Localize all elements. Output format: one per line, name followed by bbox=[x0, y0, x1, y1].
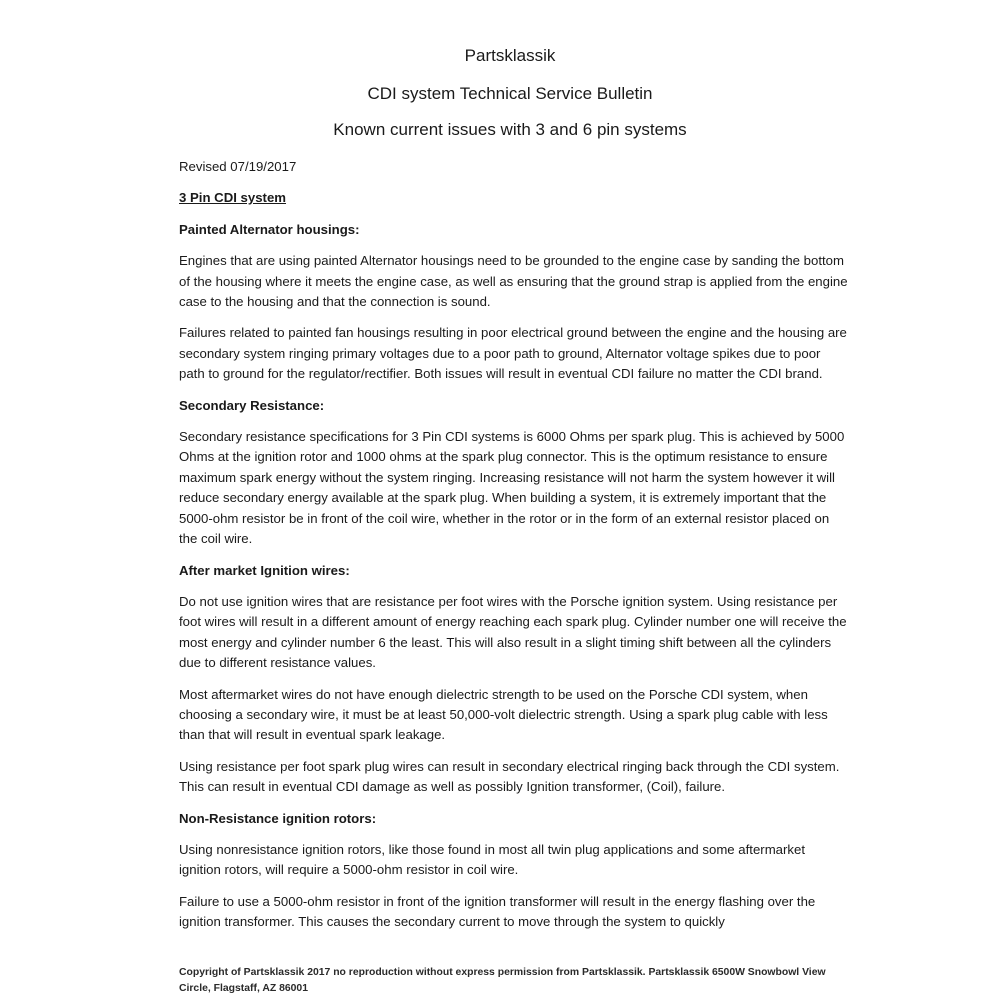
paragraph: Most aftermarket wires do not have enough dielectric strength to be used on the Porsche CDI system, when choosing a secondary wire, it must be at least 50,000-volt dielectric strength. Using a spark plug cable with less than that will result in eventual spark leakage. bbox=[179, 686, 828, 743]
company-name: Partsklassik bbox=[464, 46, 556, 65]
paragraph: Secondary resistance specifications for 3 Pin CDI systems is 6000 Ohms per spark plug. This is achieved by 5000 Ohms at the ignition rotor and 1000 ohms at the spark plug connector. This is the optimum resistance to ensure maximum spark energy without the system ringing. Increasing resistance will not harm the system however it will reduce secondary energy available at the spark plug. When building a system, it is extremely important that the 5000-ohm resistor be in front of the coil wire, whether in the rotor or in the form of an external resistor placed on the coil wire. bbox=[179, 429, 845, 547]
revised-date: Revised 07/19/2017 bbox=[179, 159, 297, 174]
heading-painted-alternator-housings: Painted Alternator housings: bbox=[179, 221, 360, 237]
section-title: 3 Pin CDI system bbox=[179, 190, 287, 206]
heading-secondary-resistance: Secondary Resistance: bbox=[179, 397, 325, 413]
heading-non-resistance-ignition-rotors: Non-Resistance ignition rotors: bbox=[179, 810, 377, 826]
paragraph: Using nonresistance ignition rotors, like those found in most all twin plug applications and some aftermarket ignition rotors, will require a 5000-ohm resistor in coil wire. bbox=[179, 841, 806, 878]
document-body bbox=[179, 157, 849, 944]
copyright-footer: Copyright of Partsklassik 2017 no reproduction without express permission from Partsklassik. Partsklassik 6500W Snowbowl View Circle, Flagstaff, AZ 86001 bbox=[179, 967, 826, 994]
heading-after-market-ignition-wires: After market Ignition wires: bbox=[179, 562, 350, 578]
paragraph: Failures related to painted fan housings resulting in poor electrical ground between the engine and the housing are secondary system ringing primary voltages due to a poor path to ground, Alternator voltage spikes due to poor path to ground for the regulator/rectifier. Both issues will result in eventual CDI failure no matter the CDI brand. bbox=[179, 325, 847, 382]
bulletin-title: CDI system Technical Service Bulletin bbox=[367, 84, 653, 103]
paragraph: Using resistance per foot spark plug wires can result in secondary electrical ringing back through the CDI system. This can result in eventual CDI damage as well as possibly Ignition transformer, (Coil), failure. bbox=[179, 758, 840, 795]
paragraph: Failure to use a 5000-ohm resistor in front of the ignition transformer will result in the energy flashing over the ignition transformer. This causes the secondary current to move through the system to quickly bbox=[179, 893, 816, 930]
bulletin-subtitle: Known current issues with 3 and 6 pin systems bbox=[333, 120, 687, 139]
paragraph: Do not use ignition wires that are resistance per foot wires with the Porsche ignition system. Using resistance per foot wires will result in a different amount of energy reaching each spark plug. Cylinder number one will receive the most energy and cylinder number 6 the least. This will also result in a slight timing shift between all the cylinders due to different resistance values. bbox=[179, 593, 847, 671]
paragraph: Engines that are using painted Alternator housings need to be grounded to the engine case by sanding the bottom of the housing where it meets the engine case, as well as ensuring that the ground strap is applied from the engine case to the housing and that the connection is sound. bbox=[179, 253, 848, 310]
